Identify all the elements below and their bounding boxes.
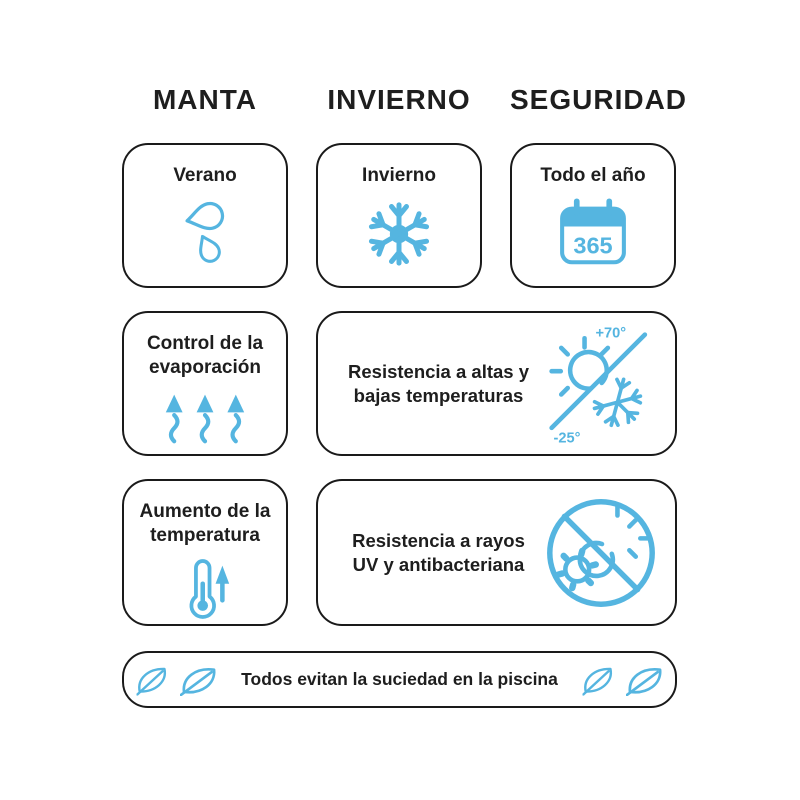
card-invierno-title: Invierno	[362, 165, 436, 186]
no-bacteria-sun-icon	[537, 489, 665, 617]
min-temp-label: -25°	[553, 430, 581, 447]
max-temp-label: +70°	[595, 324, 627, 341]
calendar-365-label: 365	[573, 232, 613, 259]
calendar-icon	[554, 194, 632, 272]
leaf-icon	[134, 663, 171, 695]
card-verano-title: Verano	[173, 165, 237, 186]
sun-snowflake-icon-box	[537, 320, 665, 448]
snowflake-icon	[359, 194, 439, 274]
card-resistencia-temperaturas-title: Resistencia a altas y bajas temperaturas	[348, 360, 529, 406]
header-row	[122, 84, 688, 116]
card-control-evaporacion-title: Control de la evaporación	[146, 333, 264, 379]
card-control-evaporacion	[122, 311, 288, 456]
leaf-icon	[579, 663, 616, 695]
sun-snowflake-icon	[537, 320, 665, 448]
card-invierno	[316, 143, 482, 288]
thermometer-up-icon	[171, 555, 239, 623]
card-resistencia-temperaturas	[316, 311, 677, 456]
card-todo-el-ano	[510, 143, 676, 288]
card-resistencia-uv-title: Resistencia a rayos UV y antibacteriana	[352, 529, 525, 575]
card-aumento-temperatura-title: Aumento de la temperatura	[139, 501, 271, 547]
card-footer-title: Todos evitan la suciedad en la piscina	[241, 669, 558, 690]
card-aumento-temperatura	[122, 479, 288, 626]
card-verano	[122, 143, 288, 288]
column-header-invierno: INVIERNO	[327, 84, 471, 115]
no-bacteria-icon-box	[537, 489, 665, 617]
water-drops-icon	[172, 192, 238, 274]
card-resistencia-uv	[316, 479, 677, 626]
column-header-seguridad: SEGURIDAD	[510, 84, 688, 115]
leaf-icon	[626, 664, 664, 696]
column-header-manta: MANTA	[152, 84, 257, 115]
leaf-icon	[180, 664, 218, 696]
card-footer	[122, 651, 677, 708]
evaporation-arrows-icon	[158, 389, 252, 445]
card-todo-el-ano-title: Todo el año	[540, 165, 646, 186]
